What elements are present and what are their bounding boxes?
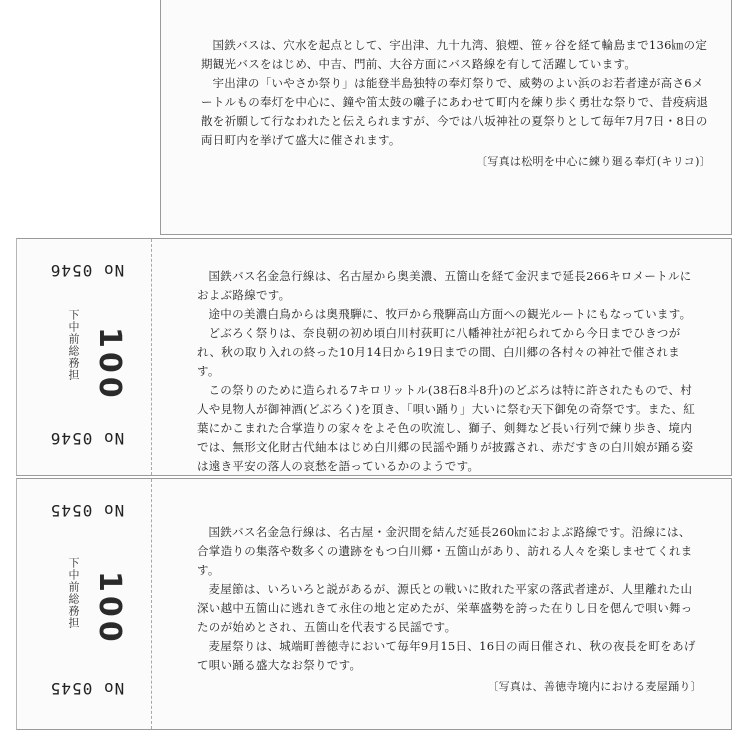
ticket-2-paragraph-1: 国鉄バス名金急行線は、名古屋・金沢間を結んだ延長260㎞におよぶ路線です。沿線には、合掌造りの集落や数多くの遺跡をもつ白川郷・五箇山があり、訪れる人々を楽しませてくれます。 [197,525,693,577]
ticket-station: 下中前総務担 [67,309,80,381]
ticket-value: 100 [92,327,127,402]
ticket-stub [17,239,152,475]
ticket-1-paragraph-3: どぶろく祭りは、奈良朝の初め頃白川村荻町に八幡神社が祀られてから今日までひきつがれ、秋の取り入れの終った10月14日から19日までの間、白川郷の各村々の神社で催されます。 [197,326,681,378]
ticket-value: 100 [92,571,127,646]
ticket-number-bottom: No 0546 [49,429,125,448]
ticket-2-paragraph-2: 麦屋節は、いろいろと説があるが、源氏との戦いに敗れた平家の落武者達が、人里離れた山深い越中五箇山に逃れきて永住の地と定めたが、栄華盛勢を誇った在りし日を偲んで唄い舞ったのが始めとされ、五箇山を代表する民謡です。 [197,582,693,634]
ticket-0546 [16,238,732,476]
ticket-1-paragraph-1: 国鉄バス名金急行線は、名古屋から奥美濃、五箇山を経て金沢まで延長266キロメートルにおよぶ路線です。 [197,269,692,302]
ticket-2-caption: 〔写真は、善徳寺境内における麦屋踊り〕 [487,680,702,693]
ticket-number-top: No 0545 [49,501,125,520]
top-paragraph-2: 宇出津の「いやさか祭り」は能登半島独特の奉灯祭りで、威勢のよい浜のお若者達が高さ6メートルもの奉灯を中心に、鐘や笛太鼓の囃子にあわせて町内を練り歩く勇壮な祭りで、昔疫病退散を祈願して行なわれたと伝えられますが、今では八坂神社の夏祭りとして毎年7月7日・8日の両日町内を挙げて盛大に催されます。 [201,76,709,147]
ticket-number-bottom: No 0545 [49,679,125,698]
ticket-2-paragraph-3: 麦屋祭りは、城端町善徳寺において毎年9月15日、16日の両日催され、秋の夜長を町をあげて唄い踊る盛大なお祭りです。 [197,639,696,672]
ticket-1-paragraph-4: この祭りのために造られる7キロリットル(38石8斗8升)のどぶろは特に許されたもので、村人や見物人が御神酒(どぶろく)を頂き、「唄い踊り」大いに祭む天下御免の奇祭です。また、紅葉にかこまれた合掌造りの家々をよそ色の吹流し、獅子、剣舞など長い行列で練り歩き、境内では、無形文化財古代紬本はじめ白川郷の民謡や踊りが披露され、赤だすきの白川娘が踊る姿は遠き平安の落人の哀愁を語っているかのようです。 [197,383,696,473]
top-caption: 〔写真は松明を中心に練り廻る奉灯(キリコ)〕 [476,155,711,168]
ticket-1-text [197,267,702,497]
ticket-1-paragraph-2: 途中の美濃白鳥からは奥飛騨に、牧戸から飛騨高山方面への観光ルートにもなっています。 [208,307,692,321]
ticket-2-text [197,523,702,696]
ticket-number-top: No 0546 [49,261,125,280]
top-paragraph-1: 国鉄バスは、穴水を起点として、宇出津、九十九湾、狼煙、笹ヶ谷を経て輪島まで136㎞の定期観光バスをはじめ、中吉、門前、大谷方面にバス路線を有して活躍しています。 [201,38,708,71]
ticket-station: 下中前総務担 [67,557,80,629]
ticket-0545 [16,478,732,730]
ticket-stub [17,479,152,729]
top-card-text [201,36,711,171]
top-card [160,0,732,235]
